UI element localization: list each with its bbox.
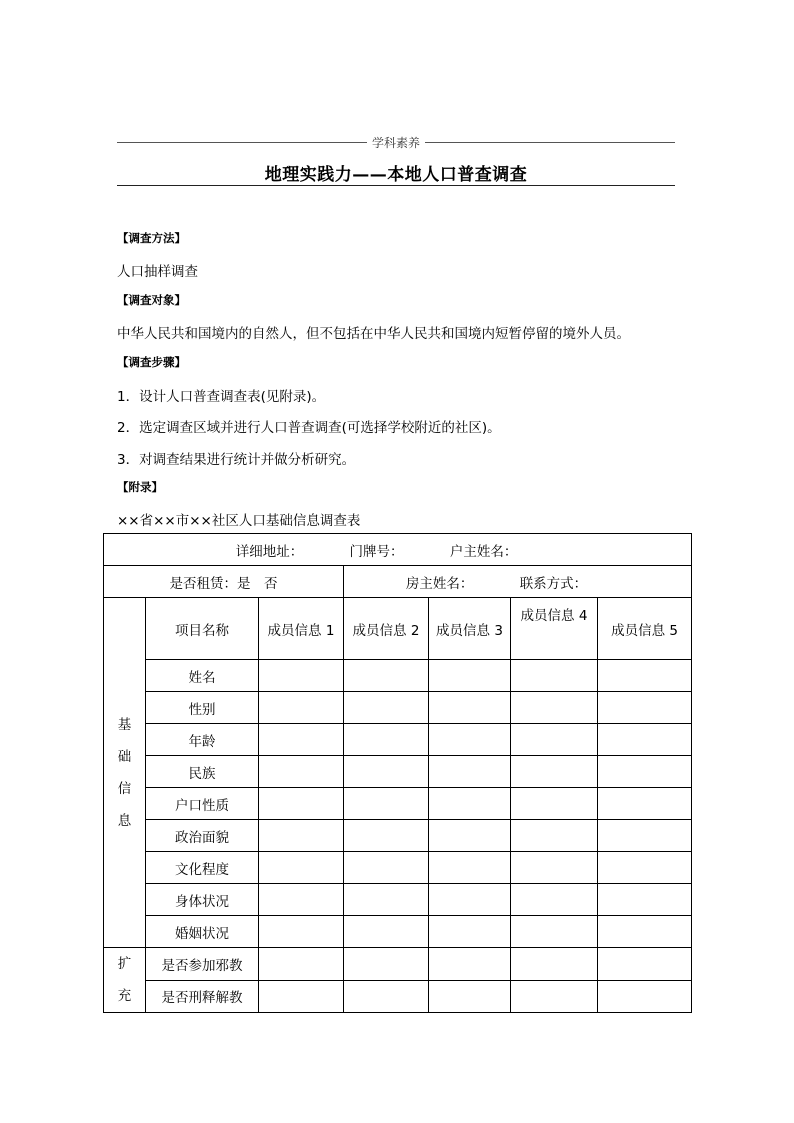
input-cell[interactable] (259, 980, 344, 1013)
input-cell[interactable] (511, 692, 598, 724)
row-label: 婚姻状况 (146, 916, 259, 948)
step-3: 3．对调查结果进行统计并做分析研究。 (117, 452, 356, 468)
input-cell[interactable] (598, 948, 692, 981)
rent-row (104, 566, 692, 598)
input-cell[interactable] (511, 852, 598, 884)
input-cell[interactable] (344, 724, 429, 756)
header-row (104, 598, 692, 660)
input-cell[interactable] (429, 916, 511, 948)
table-row (104, 756, 692, 788)
row-label: 身体状况 (146, 884, 259, 916)
member-4-header: 成员信息 4 (511, 598, 598, 660)
input-cell[interactable] (429, 948, 511, 981)
row-label: 户口性质 (146, 788, 259, 820)
row-label: 姓名 (146, 660, 259, 692)
owner-contact-cell (344, 566, 692, 598)
title-underline (117, 185, 675, 186)
extension-group-label: 扩 充 (104, 948, 146, 1013)
member-3-header: 成员信息 3 (429, 598, 511, 660)
object-text: 中华人民共和国境内的自然人，但不包括在中华人民共和国境内短暂停留的境外人员。 (117, 326, 630, 342)
method-header: 【调查方法】 (117, 231, 186, 245)
appendix-header: 【附录】 (117, 480, 163, 494)
input-cell[interactable] (344, 660, 429, 692)
input-cell[interactable] (511, 980, 598, 1013)
table-row (104, 980, 692, 1013)
row-label: 年龄 (146, 724, 259, 756)
address-label: 详细地址： (235, 543, 304, 560)
section-label-row (117, 133, 675, 151)
step-2: 2．选定调查区域并进行人口普查调查(可选择学校附近的社区)。 (117, 420, 501, 436)
input-cell[interactable] (598, 660, 692, 692)
row-label: 文化程度 (146, 852, 259, 884)
input-cell[interactable] (259, 916, 344, 948)
member-1-header: 成员信息 1 (259, 598, 344, 660)
item-name-header: 项目名称 (146, 598, 259, 660)
input-cell[interactable] (259, 884, 344, 916)
input-cell[interactable] (259, 820, 344, 852)
input-cell[interactable] (344, 884, 429, 916)
divider-right (425, 142, 675, 143)
input-cell[interactable] (598, 724, 692, 756)
input-cell[interactable] (259, 692, 344, 724)
input-cell[interactable] (344, 948, 429, 981)
input-cell[interactable] (511, 948, 598, 981)
input-cell[interactable] (259, 660, 344, 692)
section-label: 学科素养 (371, 136, 420, 150)
table-row (104, 852, 692, 884)
table-row (104, 820, 692, 852)
input-cell[interactable] (429, 692, 511, 724)
table-row (104, 916, 692, 948)
rent-cell: 是否租赁：是 否 (104, 566, 344, 598)
survey-form-table (103, 533, 692, 1013)
input-cell[interactable] (344, 788, 429, 820)
member-5-header: 成员信息 5 (598, 598, 692, 660)
input-cell[interactable] (344, 820, 429, 852)
input-cell[interactable] (429, 660, 511, 692)
method-text: 人口抽样调查 (117, 264, 198, 280)
object-header: 【调查对象】 (117, 293, 186, 307)
contact-label: 联系方式： (519, 575, 588, 592)
row-label: 政治面貌 (146, 820, 259, 852)
input-cell[interactable] (259, 724, 344, 756)
address-row (104, 534, 692, 566)
input-cell[interactable] (344, 980, 429, 1013)
input-cell[interactable] (598, 852, 692, 884)
input-cell[interactable] (511, 884, 598, 916)
input-cell[interactable] (598, 788, 692, 820)
input-cell[interactable] (511, 756, 598, 788)
table-caption: ××省××市××社区人口基础信息调查表 (117, 513, 361, 529)
row-label: 是否刑释解教 (146, 980, 259, 1013)
input-cell[interactable] (259, 788, 344, 820)
input-cell[interactable] (429, 724, 511, 756)
input-cell[interactable] (598, 916, 692, 948)
input-cell[interactable] (429, 756, 511, 788)
owner-label: 房主姓名： (405, 575, 474, 592)
page-title: 地理实践力——本地人口普查调查 (264, 165, 528, 185)
table-row (104, 884, 692, 916)
input-cell[interactable] (259, 756, 344, 788)
door-number-label: 门牌号： (349, 543, 404, 560)
input-cell[interactable] (511, 820, 598, 852)
input-cell[interactable] (598, 884, 692, 916)
input-cell[interactable] (259, 852, 344, 884)
input-cell[interactable] (344, 916, 429, 948)
table-row (104, 948, 692, 981)
input-cell[interactable] (511, 916, 598, 948)
step-1: 1．设计人口普查调查表(见附录)。 (117, 389, 326, 405)
input-cell[interactable] (429, 788, 511, 820)
table-row (104, 788, 692, 820)
input-cell[interactable] (344, 692, 429, 724)
input-cell[interactable] (598, 980, 692, 1013)
input-cell[interactable] (429, 980, 511, 1013)
input-cell[interactable] (511, 788, 598, 820)
input-cell[interactable] (259, 948, 344, 981)
row-label: 性别 (146, 692, 259, 724)
row-label: 民族 (146, 756, 259, 788)
input-cell[interactable] (511, 724, 598, 756)
input-cell[interactable] (429, 852, 511, 884)
householder-label: 户主姓名： (449, 543, 518, 560)
basic-info-group-label: 基 础 信 息 (104, 598, 146, 948)
input-cell[interactable] (598, 692, 692, 724)
address-cell (104, 534, 692, 566)
table-row (104, 660, 692, 692)
input-cell[interactable] (344, 756, 429, 788)
table-row (104, 692, 692, 724)
steps-header: 【调查步骤】 (117, 355, 186, 369)
input-cell[interactable] (598, 756, 692, 788)
row-label: 是否参加邪教 (146, 948, 259, 981)
input-cell[interactable] (511, 660, 598, 692)
input-cell[interactable] (429, 884, 511, 916)
table-row (104, 724, 692, 756)
input-cell[interactable] (429, 820, 511, 852)
input-cell[interactable] (344, 852, 429, 884)
input-cell[interactable] (598, 820, 692, 852)
member-2-header: 成员信息 2 (344, 598, 429, 660)
